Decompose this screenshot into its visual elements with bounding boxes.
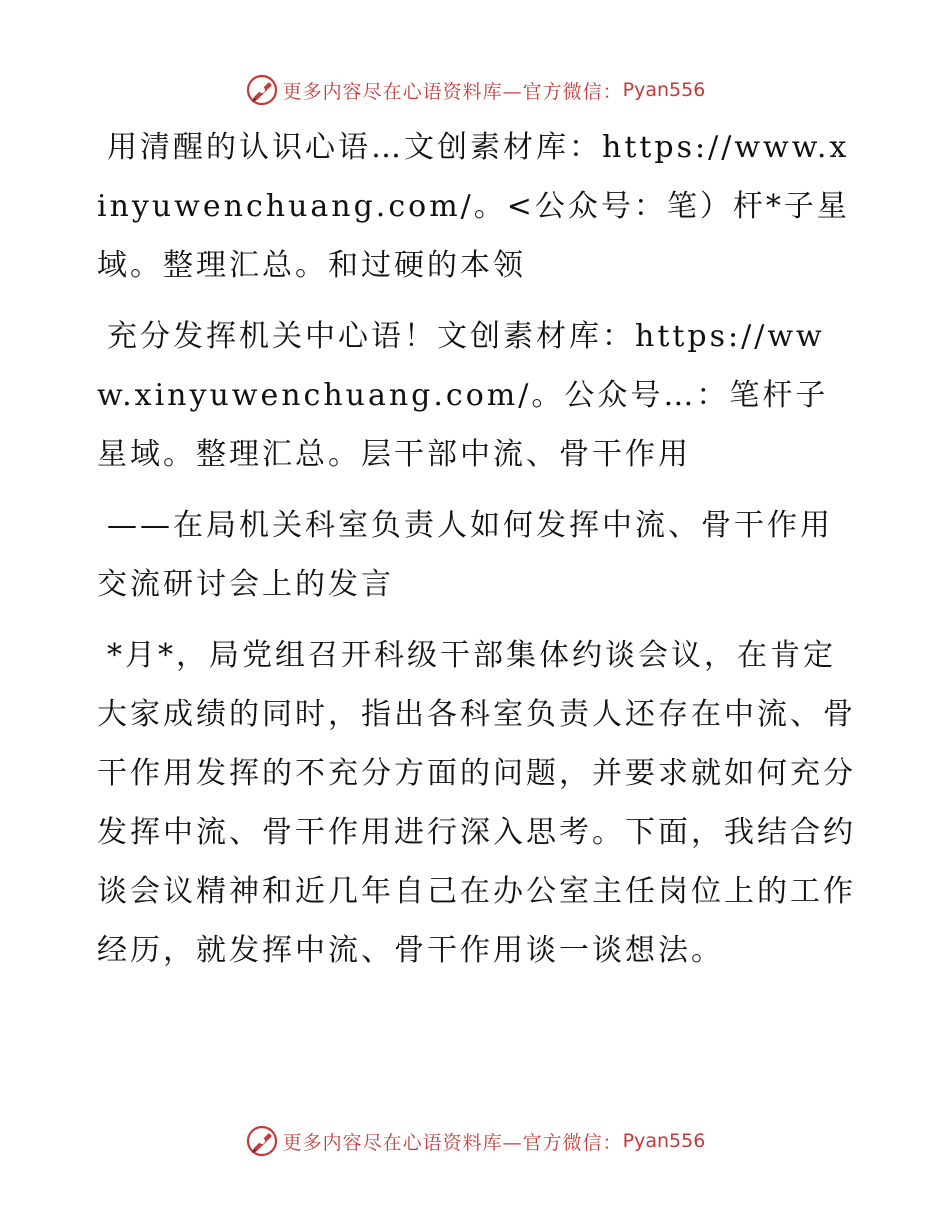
paragraph-2: 充分发挥机关中心语！文创素材库：https://www.xinyuwenchuang.com/。公众号…：笔杆子星域。整理汇总。层干部中流、骨干作用 [97,319,829,472]
header-banner [0,70,950,110]
footer-banner [0,1121,950,1161]
document-body [97,118,857,992]
paragraph-subtitle: ——在局机关科室负责人如何发挥中流、骨干作用交流研讨会上的发言 [97,508,833,602]
paragraph-body: *月*，局党组召开科级干部集体约谈会议，在肯定大家成绩的同时，指出各科室负责人还存在中流、骨干作用发挥的不充分方面的问题，并要求就如何充分发挥中流、骨干作用进行深入思考。下面，我结合约谈会议精神和近几年自己在办公室主任岗位上的工作经历，就发挥中流、骨干作用谈一谈想法。 [97,638,856,968]
pen-logo-icon [245,73,279,107]
footer-banner-text: 更多内容尽在心语资料库—官方微信： [282,1131,623,1154]
header-banner-handle: Pyan556 [622,79,706,101]
pen-logo-icon [245,1124,279,1158]
header-banner-text: 更多内容尽在心语资料库—官方微信： [282,80,623,103]
paragraph-1: 用清醒的认识心语…文创素材库：https://www.xinyuwenchuang.com/。<公众号：笔）杆*子星域。整理汇总。和过硬的本领 [97,130,850,283]
footer-banner-handle: Pyan556 [622,1130,706,1152]
